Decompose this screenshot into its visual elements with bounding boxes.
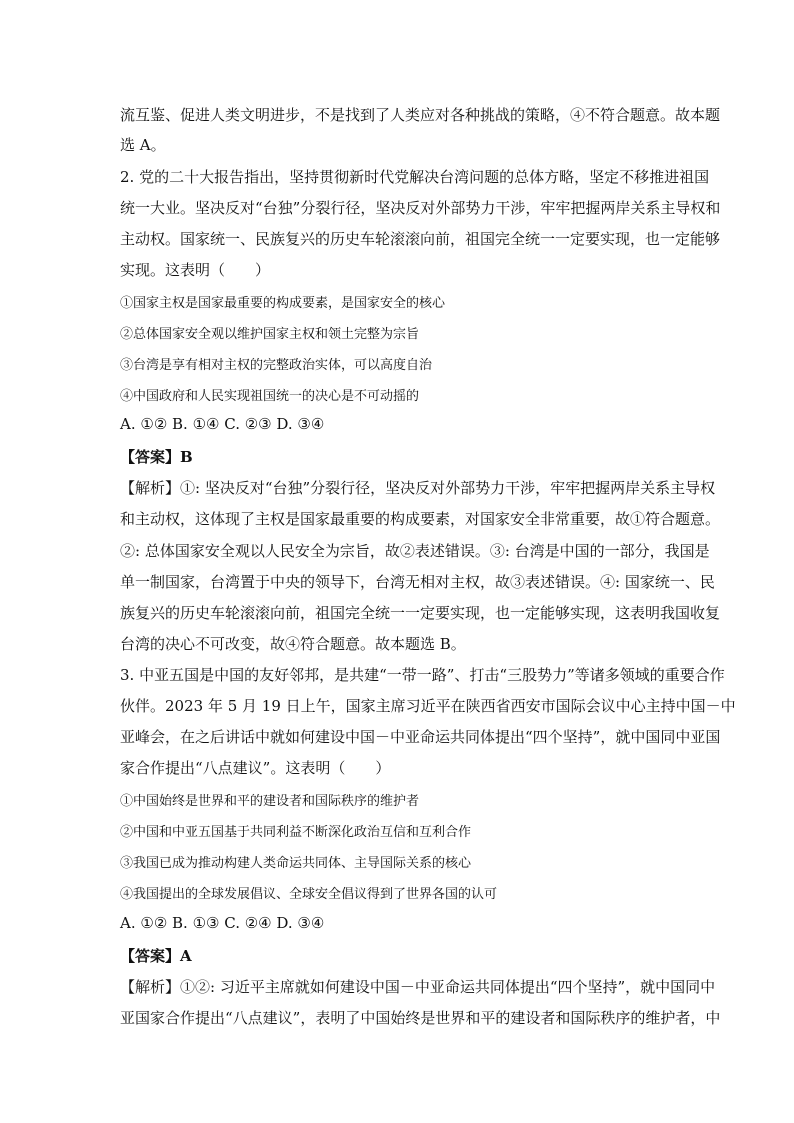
- text-line: 伙伴。2023 年 5 月 19 日上午，国家主席习近平在陕西省西安市国际会议中心主持中国－中: [120, 697, 736, 715]
- question-2-line: 2. 党的二十大报告指出，坚持贯彻新时代党解决台湾问题的总体方略，坚定不移推进祖国: [120, 168, 710, 186]
- analysis-line: 单一制国家，台湾置于中央的领导下，台湾无相对主权，故③表述错误。④: 国家统一、民: [120, 573, 715, 591]
- statement-option: ②总体国家安全观以维护国家主权和领土完整为宗旨: [120, 327, 420, 342]
- statement-option: ②中国和中亚五国基于共同利益不断深化政治互信和互利合作: [120, 825, 472, 840]
- analysis-line: 台湾的决心不可改变，故④符合题意。故本题选 B。: [120, 635, 466, 653]
- text-line: 亚峰会，在之后讲话中就如何建设中国－中亚命运共同体提出“四个坚持”，就中国同中亚国: [120, 728, 721, 746]
- answer-choices: A. ①② B. ①③ C. ②④ D. ③④: [120, 914, 325, 932]
- answer-label: 【答案】A: [120, 947, 192, 965]
- text-line: 家合作提出“八点建议”。这表明（ ）: [120, 759, 391, 777]
- question-3-line: 3. 中亚五国是中国的友好邻邦，是共建“一带一路”、打击“三股势力”等诸多领域的重要合作: [120, 666, 725, 684]
- statement-option: ③台湾是享有相对主权的完整政治实体，可以高度自治: [120, 358, 433, 373]
- analysis-line: ②: 总体国家安全观以人民安全为宗旨，故②表述错误。③: 台湾是中国的一部分，我国是: [120, 542, 710, 560]
- text-line: 实现。这表明（ ）: [120, 261, 271, 279]
- text-line: 选 A。: [120, 136, 166, 154]
- text-line: 主动权。国家统一、民族复兴的历史车轮滚滚向前，祖国完全统一一定要实现，也一定能够: [120, 230, 721, 248]
- statement-option: ④中国政府和人民实现祖国统一的决心是不可动摇的: [120, 389, 420, 404]
- answer-label: 【答案】B: [120, 448, 193, 466]
- statement-option: ①中国始终是世界和平的建设者和国际秩序的维护者: [120, 794, 420, 809]
- analysis-line: 亚国家合作提出“八点建议”，表明了中国始终是世界和平的建设者和国际秩序的维护者，中: [120, 1009, 721, 1027]
- analysis-line: 和主动权，这体现了主权是国家最重要的构成要素，对国家安全非常重要，故①符合题意。: [120, 510, 721, 528]
- text-line: 统一大业。坚决反对“台独”分裂行径，坚决反对外部势力干涉，牢牢把握两岸关系主导权和: [120, 199, 721, 217]
- statement-option: ①国家主权是国家最重要的构成要素，是国家安全的核心: [120, 296, 446, 311]
- answer-choices: A. ①② B. ①④ C. ②③ D. ③④: [120, 415, 325, 433]
- analysis-line: 【解析】①: 坚决反对“台独”分裂行径，坚决反对外部势力干涉，牢牢把握两岸关系主导权: [120, 479, 716, 497]
- statement-option: ③我国已成为推动构建人类命运共同体、主导国际关系的核心: [120, 856, 472, 871]
- analysis-line: 族复兴的历史车轮滚滚向前，祖国完全统一一定要实现，也一定能够实现，这表明我国收复: [120, 604, 721, 622]
- text-line: 流互鉴、促进人类文明进步，不是找到了人类应对各种挑战的策略，④不符合题意。故本题: [120, 106, 721, 124]
- statement-option: ④我国提出的全球发展倡议、全球安全倡议得到了世界各国的认可: [120, 887, 498, 902]
- analysis-line: 【解析】①②: 习近平主席就如何建设中国－中亚命运共同体提出“四个坚持”，就中国同中: [120, 978, 716, 996]
